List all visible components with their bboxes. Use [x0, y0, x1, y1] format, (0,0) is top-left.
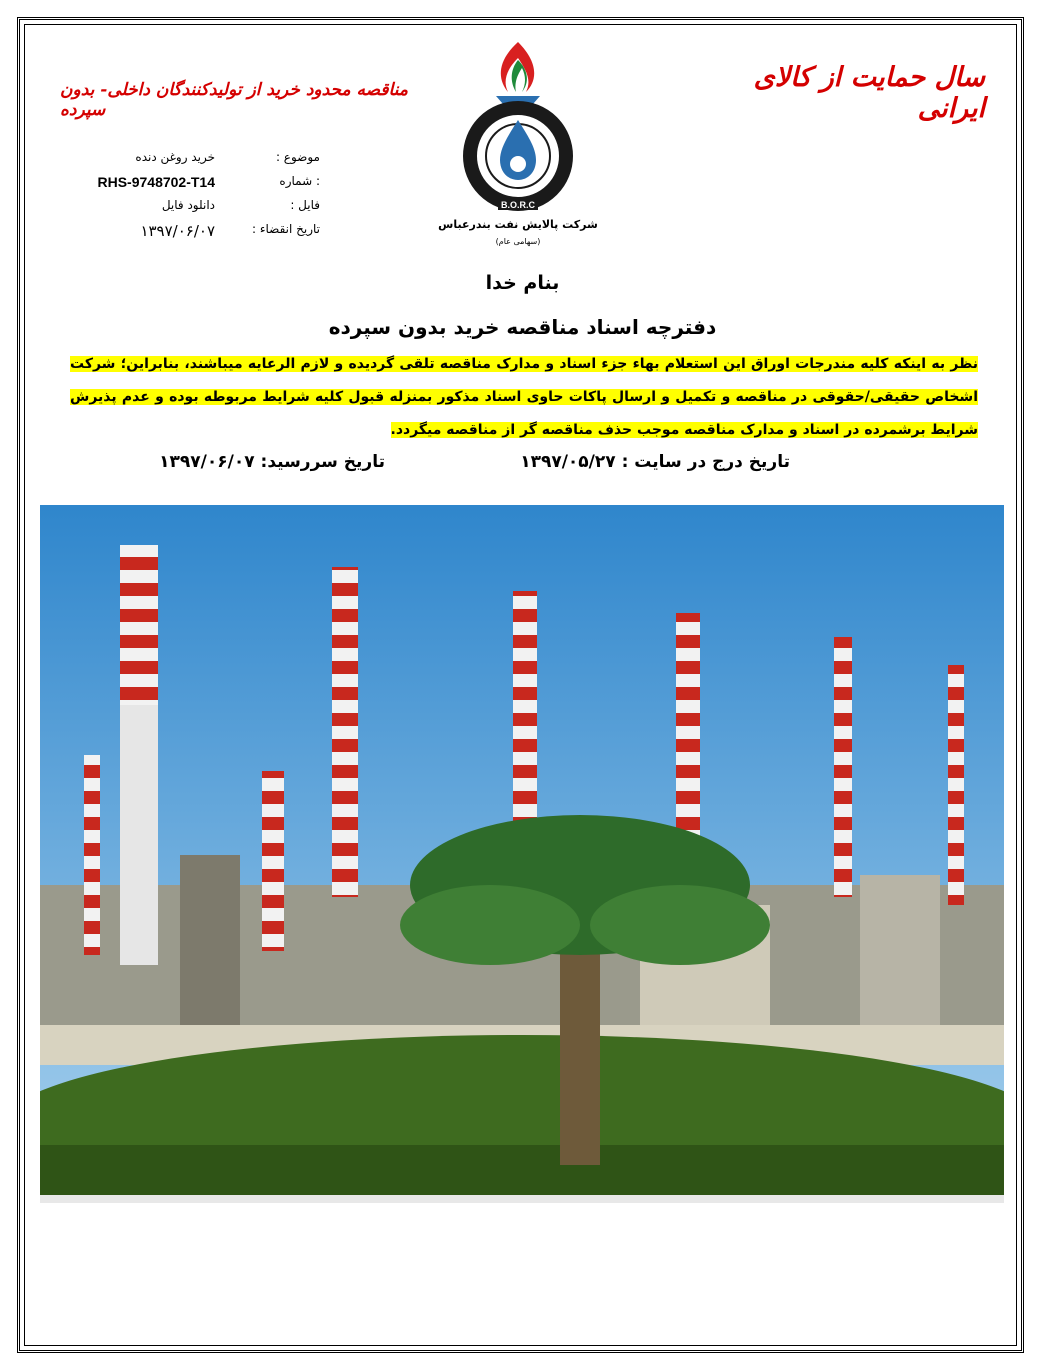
due-date: تاریخ سررسید: ۱۳۹۷/۰۶/۰۷: [159, 452, 385, 472]
slogan-left: مناقصه محدود خرید از تولیدکنندگان داخلی- بدون سپرده: [60, 80, 408, 120]
expiry-label: تاریخ انقضاء :: [252, 222, 320, 236]
meta-expiry-row: [60, 222, 320, 246]
borc-logo: [438, 36, 598, 251]
file-label: فایل :: [290, 198, 320, 212]
stack: [84, 755, 100, 955]
bismillah: بنام خدا: [485, 272, 560, 294]
meta-file-row: [60, 198, 320, 222]
meta-number-row: [60, 174, 320, 198]
stack: [834, 637, 852, 897]
notice-paragraph: [70, 348, 978, 447]
subject-value: خرید روغن دنده: [135, 150, 215, 164]
stack: [332, 567, 358, 897]
slogan-right: سال حمایت از کالای ایرانی: [753, 62, 985, 124]
expiry-value: ۱۳۹۷/۰۶/۰۷: [140, 222, 215, 240]
number-label: : شماره: [279, 174, 320, 188]
notice-text: نظر به اینکه کلیه مندرجات اوراق این استعلام بهاء جزء اسناد و مدارک مناقصه تلقی گردیده و لازم الرعایه میباشند، بنابراین؛ شرکت اشخاص حقیقی/حقوقی در مناقصه و تکمیل و ارسال پاکات حاوی اسناد مذکور بمنزله قبول کلیه شرایط مربوطه بوده و عدم پذیرش شرایط برشمرده در اسناد و مدارک مناقصه موجب حذف مناقصه گر از مناقصه میگردد.: [70, 356, 978, 438]
logo-company-name: شرکت پالایش نفت بندرعباس: [438, 218, 598, 231]
refinery-photo: [40, 505, 1004, 1203]
posted-date: تاریخ درج در سایت : ۱۳۹۷/۰۵/۲۷: [520, 452, 790, 472]
meta-subject-row: [60, 150, 320, 174]
logo-company-type: (سهامی عام): [495, 237, 541, 246]
number-value: RHS-9748702-T14: [97, 174, 215, 190]
subject-label: موضوع :: [275, 150, 320, 164]
document-title: دفترچه اسناد مناقصه خرید بدون سپرده: [328, 315, 717, 339]
stack: [262, 771, 284, 951]
refinery-illustration: [40, 505, 1004, 1203]
stack: [948, 665, 964, 905]
logo-acronym: B.O.R.C: [500, 200, 536, 210]
file-download-link[interactable]: دانلود فایل: [161, 198, 215, 212]
tender-meta: [60, 150, 320, 246]
